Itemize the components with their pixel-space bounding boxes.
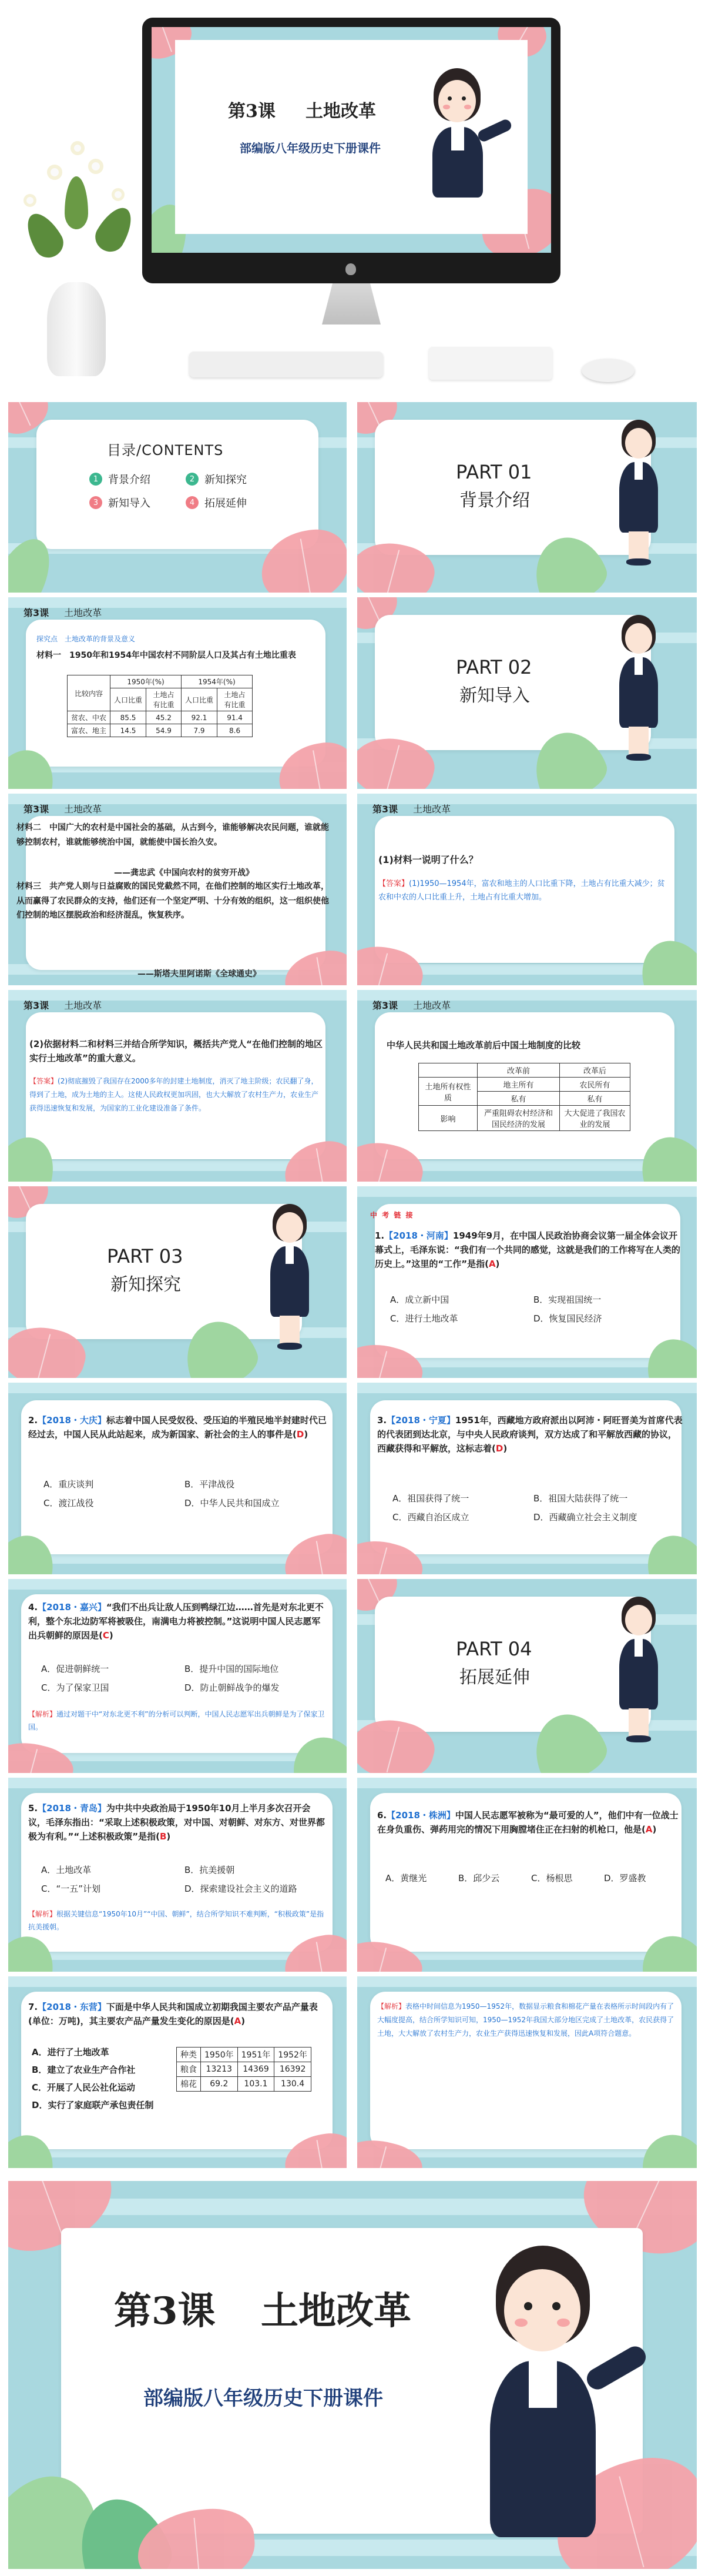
answer-1: 【答案】(1)1950—1954年，富农和地主的人口比重下降，土地占有比重大减少；贫农和中农的人口比重上升，土地占有比重大增加。 — [378, 879, 665, 902]
material-2: 材料二 中国广大的农村是中国社会的基础，从古到今，谁能够解决农民问题，谁就能够控制农村，谁就能够统治中国，就能使中国长治久安。 — [16, 823, 329, 847]
q4-stem: 4.【2018・嘉兴】“我们不出兵让敌人压到鸭绿江边……首先是对东北更不利，整个东北边防军将被吸住，南满电力将被控制。”这说明中国人民志愿军出兵朝鲜的原因是(C) — [28, 1602, 324, 1641]
monitor — [142, 18, 560, 283]
table-row: 粮食 13213 14369 16392 — [177, 2062, 311, 2077]
table-header: 比较内容 — [68, 675, 110, 711]
final-title: 土地改革 — [261, 2289, 411, 2333]
slide-question-1-answer — [357, 794, 697, 985]
q3-option-a[interactable]: A．祖国获得了统一 — [392, 1493, 469, 1504]
q4-option-d[interactable]: D．防止朝鲜战争的爆发 — [184, 1682, 280, 1693]
toc-label-1: 背景介绍 — [108, 474, 150, 486]
q5-stem: 5.【2018・青岛】为中共中央政治局于1950年10月上半月多次召开会议，毛泽东指出：“采取上述积极政策，对中国、对朝鲜、对东方、对世界都极为有利。”“上述积极政策”是指(B) — [28, 1803, 325, 1842]
table-header: 1950年 — [201, 2048, 238, 2062]
q2-option-d[interactable]: D．中华人民共和国成立 — [184, 1498, 280, 1508]
keyboard — [189, 352, 383, 377]
exam-link-tag: 中 考 链 接 — [370, 1211, 414, 1219]
table-header: 种类 — [177, 2048, 201, 2062]
slide-header: 第3课 土地改革 — [24, 607, 102, 618]
q2-option-c[interactable]: C．渡江战役 — [43, 1498, 94, 1508]
monitor-stand — [322, 283, 381, 324]
comparison-title: 中华人民共和国土地改革前后中国土地制度的比较 — [387, 1040, 581, 1051]
table-row: 棉花 69.2 103.1 130.4 — [177, 2077, 311, 2092]
monitor-screen — [152, 27, 551, 253]
part02-number: PART 02 — [456, 656, 532, 678]
table-row: 贫农、中农 85.5 45.2 92.1 91.4 — [68, 711, 253, 724]
q4-option-c[interactable]: C．为了保家卫国 — [41, 1682, 109, 1693]
q6-option-c[interactable]: C．杨根思 — [531, 1873, 573, 1884]
produce-table — [176, 2047, 311, 2092]
slide-header: 第3课 土地改革 — [24, 804, 102, 815]
teacher-illustration — [609, 1597, 673, 1755]
q4-option-b[interactable]: B．提升中国的国际地位 — [184, 1664, 279, 1674]
q6-option-a[interactable]: A．黄继光 — [385, 1873, 427, 1884]
q1-option-b[interactable]: B．实现祖国统一 — [533, 1294, 602, 1305]
q5-analysis: 【解析】根据关键信息“1950年10月”“中国、朝鲜”，结合所学知识不难判断，“积极政策”是指抗美援朝。 — [28, 1910, 324, 1931]
table-header: 土地占有比重 — [217, 688, 253, 711]
slide-toc — [8, 402, 347, 593]
slide-q7-analysis — [357, 1976, 697, 2168]
toc-num-1: 1 — [89, 473, 102, 486]
slide-q4 — [8, 1579, 347, 1773]
toc-label-3: 新知导入 — [108, 497, 150, 510]
final-lesson: 第3课 — [114, 2289, 216, 2333]
answer-2: 【答案】(2)彻底摧毁了我国存在2000多年的封建土地制度，消灭了地主阶级；农民翻了身，得到了土地，成为土地的主人。这使人民政权更加巩固，也大大解放了农村生产力，农业生产获得迅速恢复和发展，为国家的工业化建设准备了条件。 — [29, 1077, 319, 1112]
toc-num-2: 2 — [186, 473, 199, 486]
comparison-table — [418, 1063, 630, 1131]
table-header: 1954年(%) — [182, 675, 253, 688]
toc-item-4[interactable] — [186, 495, 247, 510]
table-row: 私有 私有 — [419, 1092, 630, 1106]
question-1: (1)材料一说明了什么？ — [378, 854, 478, 865]
teacher-illustration — [260, 1204, 324, 1363]
toc-num-3: 3 — [89, 496, 102, 509]
q5-option-a[interactable]: A．土地改革 — [41, 1865, 92, 1875]
slide-land-comparison — [357, 990, 697, 1182]
q4-option-a[interactable]: A．促进朝鲜统一 — [41, 1664, 109, 1674]
mouse — [582, 359, 634, 382]
q3-option-b[interactable]: B．祖国大陆获得了统一 — [533, 1493, 628, 1504]
table-header: 改革前 — [478, 1063, 560, 1078]
slide-q7 — [8, 1976, 347, 2168]
final-subtitle: 部编版八年级历史下册课件 — [143, 2387, 383, 2410]
slide-part01 — [357, 402, 697, 593]
table-row: 土地所有权性质 地主所有 农民所有 — [419, 1078, 630, 1092]
slide-header: 第3课 土地改革 — [24, 1000, 102, 1011]
flower-vase — [47, 282, 106, 376]
slide-part02 — [357, 597, 697, 789]
q6-option-d[interactable]: D．罗盛教 — [604, 1873, 646, 1884]
teacher-illustration — [609, 420, 673, 578]
slide-material-2-3 — [8, 794, 347, 985]
q7-option-b[interactable]: B．建立了农业生产合作社 — [32, 2065, 136, 2075]
slide-question-2-answer — [8, 990, 347, 1182]
q6-stem: 6.【2018・株洲】中国人民志愿军被称为“最可爱的人”，他们中有一位战士在身负重伤、弹药用完的情况下用胸膛堵住正在扫射的机枪口，他是(A) — [377, 1810, 679, 1835]
slide-header: 第3课 土地改革 — [372, 1000, 451, 1011]
part04-number: PART 04 — [456, 1638, 532, 1660]
table-header: 1952年 — [274, 2048, 311, 2062]
toc-label-4: 拓展延伸 — [204, 497, 247, 510]
cover-mockup — [0, 0, 705, 395]
table-header: 1951年 — [237, 2048, 274, 2062]
teacher-illustration — [455, 2246, 631, 2540]
toc-num-4: 4 — [186, 496, 199, 509]
q5-option-b[interactable]: B．抗美援朝 — [184, 1865, 235, 1875]
toc-item-1[interactable] — [89, 471, 150, 487]
explore-tag: 探究点 土地改革的背景及意义 — [36, 635, 136, 643]
material-2-source: ——龚忠武《中国向农村的贫穷开战》 — [114, 868, 254, 878]
q1-option-d[interactable]: D．恢复国民经济 — [533, 1313, 602, 1324]
part01-name: 背景介绍 — [459, 490, 530, 511]
notebook — [429, 347, 552, 380]
cover-lesson: 第3课 — [228, 101, 276, 122]
part03-name: 新知探究 — [110, 1274, 181, 1295]
material-3-source: ——斯塔夫里阿诺斯《全球通史》 — [137, 969, 261, 979]
q7-option-a[interactable]: A．进行了土地改革 — [32, 2047, 109, 2058]
flowers — [18, 141, 141, 294]
part04-name: 拓展延伸 — [459, 1667, 530, 1688]
slide-q2 — [8, 1383, 347, 1574]
toc-item-2[interactable] — [186, 471, 247, 487]
slide-part03 — [8, 1186, 347, 1378]
part03-number: PART 03 — [107, 1245, 183, 1267]
slide-q3 — [357, 1383, 697, 1574]
cover-title: 土地改革 — [306, 101, 376, 122]
q1-option-a[interactable]: A．成立新中国 — [390, 1294, 449, 1305]
table-row: 影响 严重阻碍农村经济和国民经济的发展 大大促进了我国农业的发展 — [419, 1106, 630, 1131]
q7-stem: 7.【2018・东营】下面是中华人民共和国成立初期我国主要农产品产量表(单位：万吨)，其主要农产品产量发生变化的原因是(A) — [28, 2002, 318, 2026]
question-2: (2)依据材料二和材料三并结合所学知识，概括共产党人“在他们控制的地区实行土地改革”的重大意义。 — [29, 1039, 323, 1063]
q3-option-d[interactable]: D．西藏确立社会主义制度 — [533, 1512, 637, 1523]
q3-option-c[interactable]: C．西藏自治区成立 — [392, 1512, 469, 1523]
q3-stem: 3.【2018・宁夏】1951年，西藏地方政府派出以阿沛・阿旺晋美为首席代表的代表团到达北京，与中央人民政府谈判，双方达成了和平解放西藏的协议，西藏获得和平解放，这标志着(D) — [377, 1415, 683, 1454]
teacher-illustration — [416, 68, 504, 245]
q1-option-c[interactable]: C．进行土地改革 — [390, 1313, 458, 1324]
teacher-illustration — [609, 615, 673, 774]
table-row: 富农、地主 14.5 54.9 7.9 8.6 — [68, 724, 253, 737]
q5-option-c[interactable]: C．“一五”计划 — [41, 1884, 101, 1894]
table-header: 人口比重 — [182, 688, 217, 711]
slide-material-1 — [8, 597, 347, 789]
q2-option-a[interactable]: A．重庆谈判 — [43, 1479, 94, 1490]
table-header: 改革后 — [560, 1063, 630, 1078]
slide-header: 第3课 土地改革 — [372, 804, 451, 815]
part01-number: PART 01 — [456, 461, 532, 483]
table-header: 1950年(%) — [110, 675, 182, 688]
slide-q6 — [357, 1778, 697, 1972]
q7-option-c[interactable]: C．开展了人民公社化运动 — [32, 2082, 136, 2093]
slide-q5 — [8, 1778, 347, 1972]
q2-stem: 2.【2018・大庆】标志着中国人民受奴役、受压迫的半殖民地半封建时代已经过去，中国人民从此站起来，成为新国家、新社会的主人的事件是(D) — [28, 1415, 327, 1440]
q1-stem: 1.【2018・河南】1949年9月，在中国人民政治协商会议第一届全体会议开幕式上，毛泽东说：“我们有一个共同的感觉，这就是我们的工作将写在人类的历史上。”这里的“工作”是指(A) — [375, 1230, 680, 1269]
q2-option-b[interactable]: B．平津战役 — [184, 1479, 235, 1490]
toc-title: 目录/CONTENTS — [107, 442, 224, 459]
material-3: 材料三 共产党人则与日益腐败的国民党截然不同，在他们控制的地区实行土地改革，从而赢得了农民群众的支持，他们还有一个坚定严明、十分有效的组织，这一组织使他们控制的地区摆脱政治和经济混乱，恢复秩序。 — [16, 882, 329, 920]
q4-analysis: 【解析】通过对题干中“对东北更不利”的分析可以判断，中国人民志愿军出兵朝鲜是为了保家卫国。 — [28, 1710, 325, 1731]
slide-final-cover — [8, 2181, 697, 2569]
q6-option-b[interactable]: B．邱少云 — [458, 1873, 500, 1884]
cover-subtitle: 部编版八年级历史下册课件 — [240, 141, 381, 155]
q5-option-d[interactable]: D．探索建设社会主义的道路 — [184, 1884, 297, 1894]
toc-label-2: 新知探究 — [204, 474, 247, 486]
q7-analysis: 【解析】表格中时间信息为1950—1952年，数据显示粮食和棉花产量在表格所示时间段内有了大幅度提高，结合所学知识可知，1950—1952年我国大部分地区完成了土地改革，农民获得了土地，大大解放了农村生产力，农业生产获得迅速恢复和发展，因此A项符合题意。 — [377, 2002, 674, 2038]
apple-logo-icon — [345, 263, 356, 275]
slide-part04 — [357, 1579, 697, 1773]
toc-item-3[interactable] — [89, 495, 150, 510]
table-header: 人口比重 — [110, 688, 146, 711]
q7-option-d[interactable]: D．实行了家庭联产承包责任制 — [32, 2100, 154, 2110]
slide-q1 — [357, 1186, 697, 1378]
material-1-title: 材料一 1950年和1954年中国农村不同阶层人口及其占有土地比重表 — [36, 651, 296, 660]
population-land-table — [67, 675, 253, 737]
table-header: 土地占有比重 — [146, 688, 182, 711]
part02-name: 新知导入 — [459, 685, 530, 706]
